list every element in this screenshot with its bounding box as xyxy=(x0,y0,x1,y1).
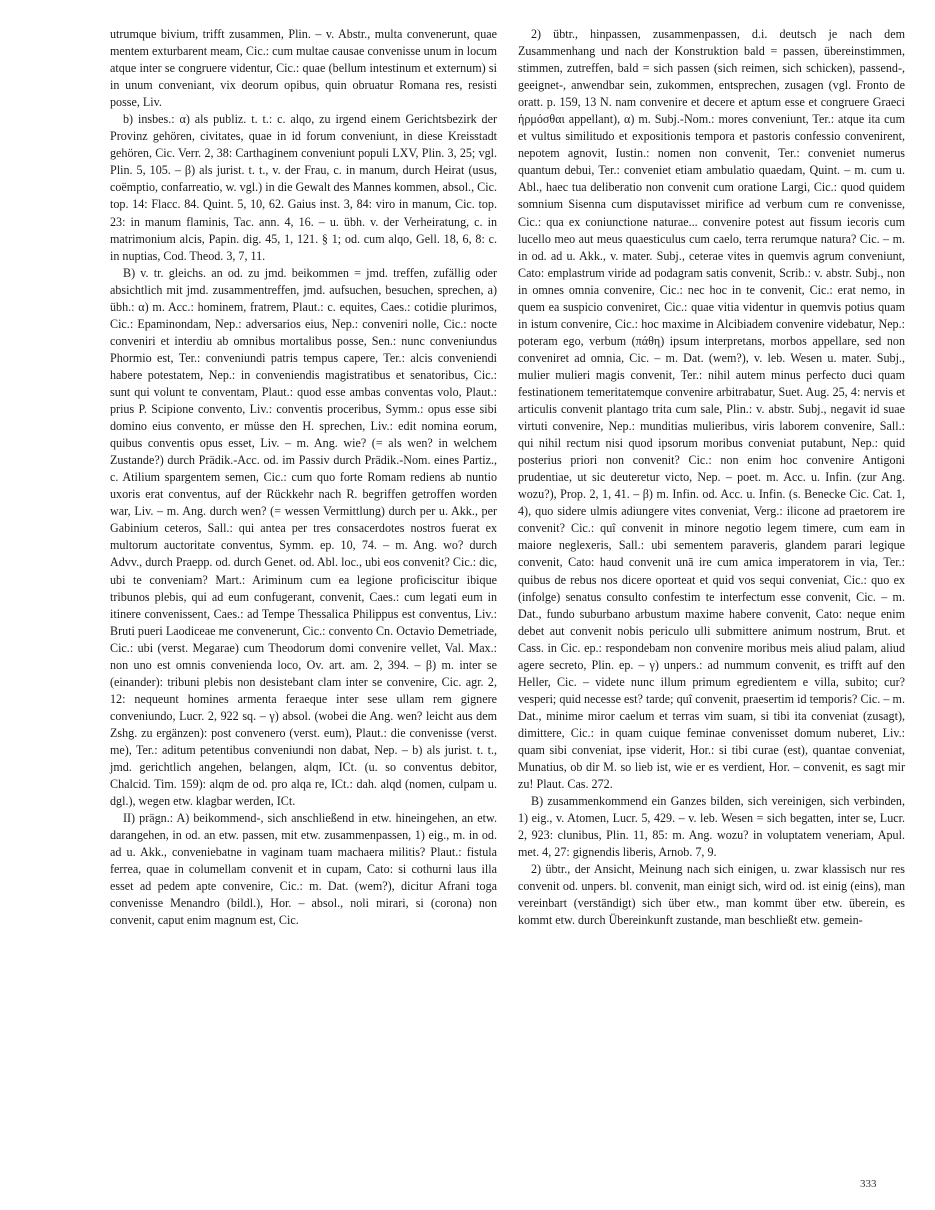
paragraph: B) zusammenkommend ein Ganzes bilden, sich vereinigen, sich verbinden, 1) eig., v. Atomen, Lucr. 5, 429. – v. leb. Wesen = sich begatten, inter se, Lucr. 2, 923: clunibus, Plin. 11, 85: m. Ang. wozu? in voluptatem veneriam, Apul. met. 4, 27: gignendis liberis, Arnob. 7, 9. xyxy=(518,794,905,860)
page-number: 333 xyxy=(860,1178,877,1190)
paragraph: b) insbes.: α) als publiz. t. t.: c. alqo, zu irgend einem Gerichtsbezirk der Provinz gehören, civitates, quae in id forum conveniunt, in diese Kreisstadt gehören, Cic. Verr. 2, 38: Carthaginem conveniunt populi LXV, Plin. 3, 25; vgl. Plin. 5, 105. – β) als jurist. t. t., v. der Frau, c. in manum, durch Heirat (usus, coëmptio, confarreatio, w. vgl.) in die Gewalt des Mannes kommen, absol., Cic. top. 14: Flacc. 84. Quint. 5, 10, 62. Gaius inst. 3, 84: viro in manum, Cic. top. 23: in manum flaminis, Tac. ann. 4, 16. – u. übh. v. der Verheiratung, c. in matrimonium alcis, Papin. dig. 45, 1, 121. § 1; od. cum alqo, Gell. 18, 6, 8: c. in nuptias, Cod. Theod. 3, 7, 11. xyxy=(110,112,497,263)
paragraph: B) v. tr. gleichs. an od. zu jmd. beikommen = jmd. treffen, zufällig oder absichtlich mit jmd. zusammentreffen, jmd. aufsuchen, besuchen, sprechen, a) übh.: α) m. Acc.: hominem, fratrem, Plaut.: c. equites, Caes.: cotidie plurimos, Cic.: Epaminondam, Nep.: adversarios eius, Nep.: conveniri nolle, Cic.: nocte conveniri et interdiu ab omnibus mortalibus posse, Sen.: nunc conveniundus Phormio est, Ter.: conveniundi patris tempus capere, Ter.: alcis conveniendi habere potestatem, Nep.: in conveniendis magistratibus et senatoribus, Cic.: sunt qui volunt te conventam, Plaut.: quod esse ambas conventas volo, Plaut.: prius P. Scipione convento, Liv.: conventis proceribus, Symm.: opus esse sibi domino eius convento, er müsse den H. sprechen, Liv.: edit nomina eorum, quibus conventis opus esset, Liv. – m. Ang. wie? (= als wen? in welchem Zustande?) durch Prädik.-Acc. od. im Passiv durch Prädik.-Nom. eines Partiz., c. Atilium spargentem semen, Cic.: cum quo forte Romam rediens ab nuntio uxoris erat conventus, auf der Rückkehr nach R. begriffen getroffen worden war, Liv. – m. Ang. durch wen? (= wessen Vermittlung) durch per u. Akk., per Gabinium ceteros, Sall.: qui antea per tres consacerdotes nostros fuerat ex multorum auctoritate conventus, Symm. ep. 10, 74. – m. Ang. wo? durch Advv., durch Praepp. od. durch Genet. od. Abl. loc., ubi eos convenit? Cic.: dic, ubi te conveniam? Mart.: Ariminum cum ea legione proficiscitur ibique tribunos plebis, qui ad eum confugerant, convenit, Caes.: cum legati eum in itinere convenissent, Caes.: ad Tempe Thessalica Philippus est conventus, Liv.: Bruti pueri Laodiceae me convenerunt, Cic.: convento Cn. Octavio Demetriade, Cic.: ubi (verst. Megarae) cum Theodorum domi convenire vellet, Val. Max.: non uno est omnis convenienda loco, Ov. art. am. 2, 394. – β) m. inter se (einander): tribuni plebis non desistebant clam inter se convenire, Cic. agr. 2, 12: nequeunt homines armenta feraeque inter sese ullam rem gignere conveniundo, Lucr. 2, 922 sq. – γ) absol. (wobei die Ang. wen? leicht aus dem Zshg. zu ergänzen): post convenero (verst. eum), Plaut.: die convenisse (verst. me), Ter.: aditum petentibus conveniundi non dabat, Nep. – b) als jurist. t. t., jmd. gerichtlich angehen, belangen, alqm, ICt. (u. so conventus debitor, Chalcid. Tim. 159): alqm de od. pro alqa re, ICt.: dah. alqd (nomen, culpam u. dgl.), wegen etw. klagbar werden, ICt. xyxy=(110,265,497,809)
left-column xyxy=(110,26,497,929)
right-column xyxy=(518,26,905,929)
paragraph: II) prägn.: A) beikommend-, sich anschließend in etw. hineingehen, an etw. darangehen, in od. an etw. passen, mit etw. zusammenpassen, 1) eig., m. in od. ad u. Akk., conveniebatne in vaginam tuam machaera militis? Plaut.: fistula ferrea, quae in columellam convenit et in cupam, Cato: si cothurni laus illa esset ad pedem apte convenire, Cic.: m. Dat. (wem?), dicitur Afrani toga convenisse Menandro (bildl.), Hor. – absol., noli mirari, si (corona) non convenit, caput enim magnum est, Cic. xyxy=(110,811,497,928)
paragraph: utrumque bivium, trifft zusammen, Plin. – v. Abstr., multa convenerunt, quae mentem exturbarent meam, Cic.: cum multae causae convenisse unum in locum atque inter se congruere videntur, Cic.: quae (bellum intestinum et externum) si in unum conveniant, vix deorum opibus, quin obruatur Romana res, resisti posse, Liv. xyxy=(110,27,497,110)
paragraph: 2) übtr., hinpassen, zusammenpassen, d.i. deutsch je nach dem Zusammenhang und nach der Konstruktion bald = passen, übereinstimmen, stimmen, zutreffen, bald = sich passen (sich reimen, sich schicken), passend-, geeignet-, anwendbar sein, zukommen, entsprechen, zusagen (vgl. Fronto de oratt. p. 159, 13 N. nam convenire et decere et aptum esse et congruere Graeci ἡρμόσθαι appellant), α) m. Subj.-Nom.: mores conveniunt, Ter.: atque ita cum et vultus similitudo et expositionis tempora et pastoris confessio convenirent, nepotem agnovit, Iustin.: nomen non convenit, Ter.: conveniet numerus quantum debui, Ter.: conveniet etiam ambulatio quaedam, Quint. – m. cum u. Abl., haec tua deliberatio non convenit cum oratione Largi, Cic.: quod quidem somnium Sisenna cum disputavisset mirifice ad verbum cum re convenisse, Cic.: qua ex coniunctione naturae... convenire potest aut fissum iecoris cum lucello meo aut meus quaesticulus cum caelo, terra rerumque natura? Cic. – m. in od. ad u. Akk., v. mater. Subj., ceterae vites in quemvis agrum conveniunt, Cato: emplastrum viride ad podagram satis convenit, Scrib.: v. abstr. Subj., non in omnes omnia convenire, Cic.: nec hoc in te convenit, Cic.: erat nemo, in quem ea suspicio conveniret, Cic.: quae vitia videntur in quemvis potius quam in istum convenire, Cic.: hoc maxime in Alcibiadem convenire videbatur, Nep.: poteram ego, verbum (πάθη) ipsum interpretans, morbos appellare, sed non conveniret ad omnia, Cic. – m. Dat. (wem?), v. leb. Wesen u. mater. Subj., mulier mulieri magis convenit, Ter.: nihil autem minus perfecto duci quam festinationem temeritatemque convenire arbitrabatur, Suet. Aug. 25, 4: nervis et articulis convenit plantago trita cum sale, Plin.: v. abstr. Subj., negavit id suae virtuti convenire, Nep.: munditias mulieribus, viris laborem convenire, Sall.: qui nihil rectum nisi quod ipsorum moribus conveniat putabunt, Nep.: quid posterius priori non convenit? Cic.: non enim hoc convenire Antigoni prudentiae, ut sic deuteretur victo, Nep. – poet. m. Acc. u. Infin. (zur Ang. wozu?), Prop. 2, 1, 41. – β) m. Infin. od. Acc. u. Infin. (s. Benecke Cic. Cat. 1, 4), quo sidere ulmis adiungere vites conveniat, Verg.: ilicone ad praetorem ire convenit? Cic.: quî convenit in minore negotio legem timere, cum eam in maiore neglexeris, Sall.: ubi sementem paraveris, glandem parari legique convenit, Cato: haud convenit unā ire cum amica imperatorem in via, Ter.: quibus de rebus nos dicere oporteat et quid vos sequi conveniat, Cic.: quo ex (infolge) senatus consulto confestim te interfectum esse convenit, Cic. – m. Dat., fundo suburbano arbustum maxime habere convenit, Cato: neque enim debet aut convenit nobis periculo ulli submittere animum nostrum, Brut. et Cass. in Cic. ep.: respondebam non convenire moribus meis aliud palam, aliud agere secreto, Plin. ep. – γ) unpers.: ad nummum convenit, es trifft auf den Heller, Cic. – videte nunc illum primum egredientem e villa, subito; cur? vesperi; quid necesse est? tarde; quî convenit, praesertim id temporis? Cic. – m. Dat., minime miror caelum et terras vim suam, si tibi ita conveniat (zusagt), dimittere, Cic.: in quam cuique feminae convenisset domum nuberet, Liv.: quam sibi conveniat, ipse viderit, Hor.: si tibi curae (est), quantae conveniat, Munatius, ob dir M. so lieb ist, wie er es verdient, Hor. – convenit, es sagt mir zu! Plaut. Cas. 272. xyxy=(518,27,905,792)
paragraph: 2) übtr., der Ansicht, Meinung nach sich einigen, u. zwar klassisch nur res convenit od. unpers. bl. convenit, man einigt sich, wird od. ist einig (eins), man vereinbart (verständigt) sich über etw., man kommt über etw. überein, es kommt etw. durch Übereinkunft zustande, man beschließt etw. gemein- xyxy=(518,862,905,928)
